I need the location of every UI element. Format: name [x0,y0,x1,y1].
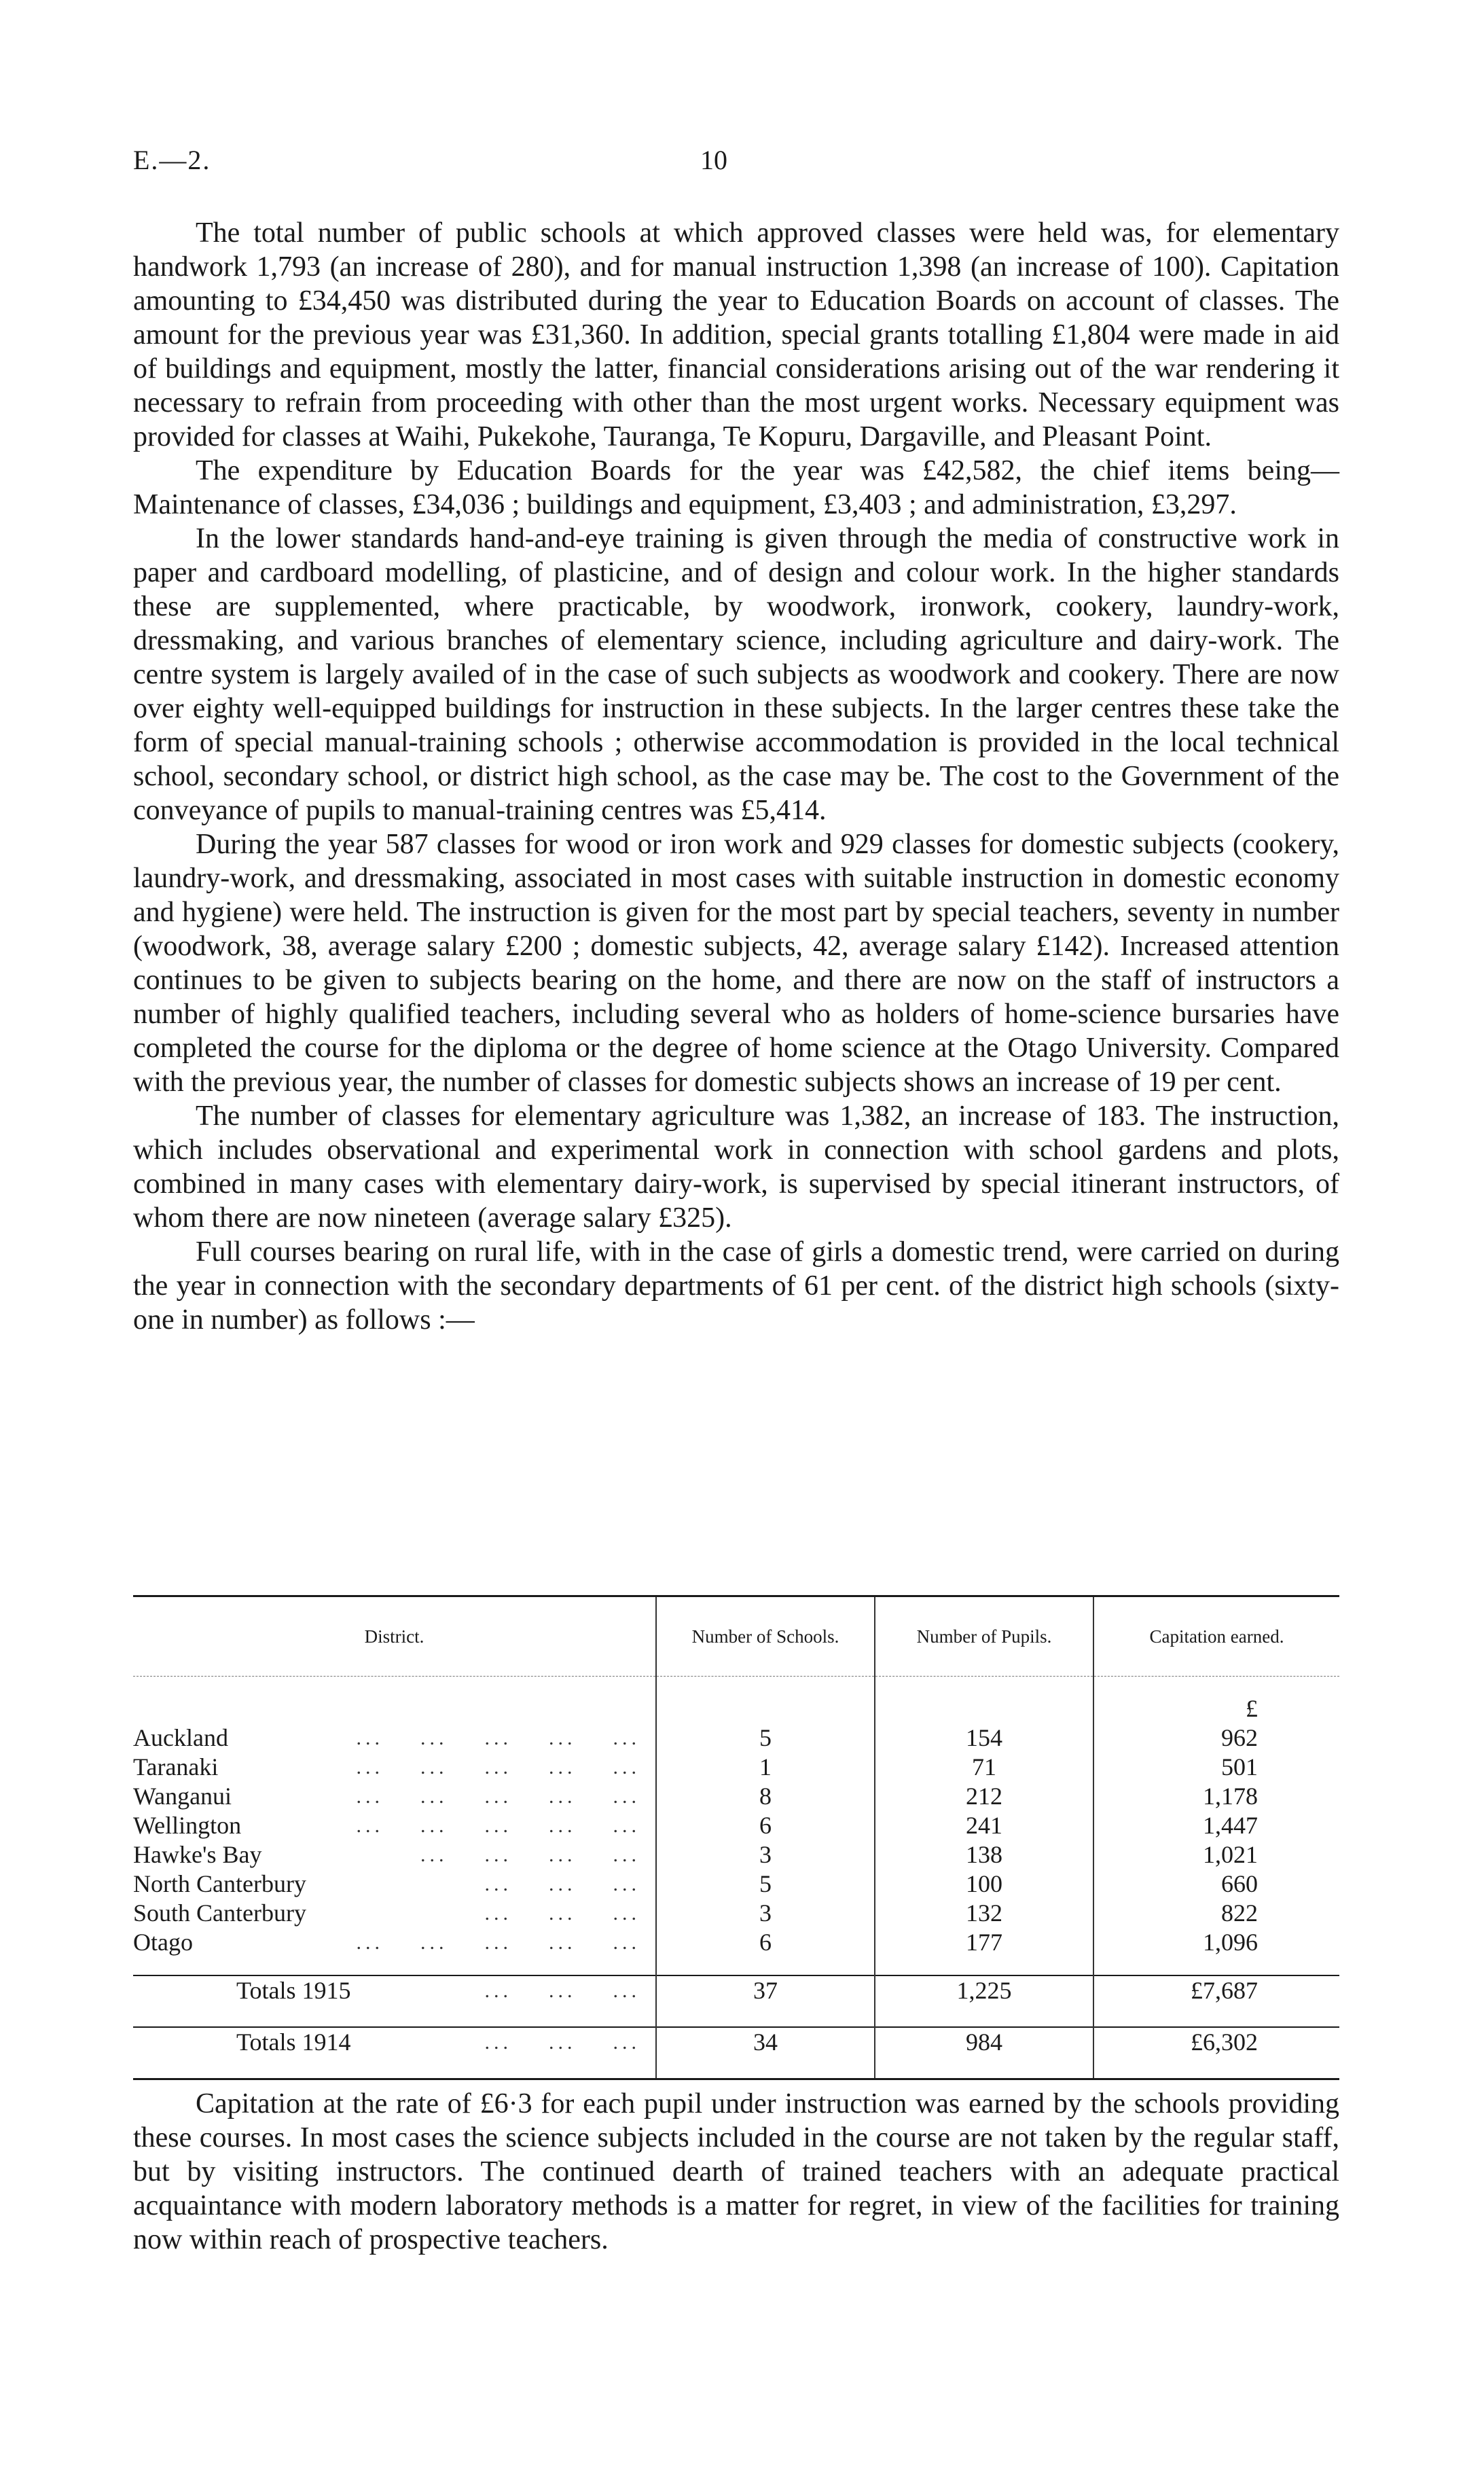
capitation-table [133,1595,1339,2080]
pupils-count: 177 [875,1928,1093,1975]
table-row: Auckland ... ... ... ... ... 5 154 962 [133,1723,1339,1753]
district-name: Wanganui [133,1783,232,1810]
pupils-count: 212 [875,1782,1093,1811]
total-pupils: 984 [875,2027,1093,2079]
schools-count: 8 [656,1782,875,1811]
district-name: Wellington [133,1812,242,1839]
capitation-amount: 822 [1093,1899,1339,1928]
total-capitation: £7,687 [1093,1975,1339,2027]
district-name: Taranaki [133,1753,219,1781]
paragraph: In the lower standards hand-and-eye training is given through the media of constructive work in paper and cardboard modelling, of plasticine, and of design and colour work. In the higher standards these are supplemented, where practicable, by woodwork, ironwork, cookery, laundry-work, dressmaking, and various branches of elementary science, including agriculture and dairy-work. The centre system is largely availed of in the case of such subjects as woodwork and cookery. There are now over eighty well-equipped buildings for instruction in these subjects. In the larger centres these take the form of special manual-training schools ; otherwise accommodation is provided in the local technical school, secondary school, or district high school, as the case may be. The cost to the Government of the conveyance of pupils to manual-training centres was £5,414. [133,523,1339,826]
schools-count: 3 [656,1899,875,1928]
page-number: 10 [700,145,727,175]
table-row: Wellington ... ... ... ... ... 6 241 1,447 [133,1811,1339,1840]
table-row: Hawke's Bay ... ... ... ... 3 138 1,021 [133,1840,1339,1869]
district-name: North Canterbury [133,1870,306,1897]
page-header [0,144,1484,185]
district-name: Hawke's Bay [133,1841,262,1868]
schools-count: 3 [656,1840,875,1869]
schools-count: 5 [656,1723,875,1753]
table-row: Taranaki ... ... ... ... ... 1 71 501 [133,1753,1339,1782]
paragraph: The number of classes for elementary agriculture was 1,382, an increase of 183. The instruction, which includes observational and experimental work in connection with school gardens and plots, combined in many cases with elementary dairy-work, is supervised by special itinerant instructors, of whom there are now nineteen (average salary £325). [133,1101,1339,1234]
schools-count: 1 [656,1753,875,1782]
table-row: South Canterbury ... ... ... 3 132 822 [133,1899,1339,1928]
header-capitation: Capitation earned. [1093,1596,1339,1677]
capitation-amount: 660 [1093,1869,1339,1899]
capitation-amount: 1,447 [1093,1811,1339,1840]
document-code: E.—2. [133,145,211,175]
table-row: Wanganui ... ... ... ... ... 8 212 1,178 [133,1782,1339,1811]
totals-row: Totals 1915 ... ... ... 37 1,225 £7,687 [133,1975,1339,2027]
paragraph: The expenditure by Education Boards for the year was £42,582, the chief items being—Maintenance of classes, £34,036 ; buildings and equipment, £3,403 ; and administration, £3,297. [133,455,1339,520]
total-capitation: £6,302 [1093,2027,1339,2079]
paragraph: The total number of public schools at which approved classes were held was, for elementary handwork 1,793 (an increase of 280), and for manual instruction 1,398 (an increase of 100). Capitation amounting to £34,450 was distributed during the year to Education Boards on account of classes. The amount for the previous year was £31,360. In addition, special grants totalling £1,804 were made in aid of buildings and equipment, mostly the latter, financial considerations arising out of the war rendering it necessary to refrain from proceeding with other than the most urgent works. Necessary equipment was provided for classes at Waihi, Pukekohe, Tauranga, Te Kopuru, Dargaville, and Pleasant Point. [133,217,1339,452]
schools-count: 6 [656,1811,875,1840]
schools-count: 6 [656,1928,875,1975]
capitation-amount: 501 [1093,1753,1339,1782]
header-schools: Number of Schools. [656,1596,875,1677]
header-pupils: Number of Pupils. [875,1596,1093,1677]
pupils-count: 132 [875,1899,1093,1928]
capitation-amount: 1,096 [1093,1928,1339,1975]
pupils-count: 71 [875,1753,1093,1782]
closing-text [133,2087,1339,2257]
capitation-amount: 962 [1093,1723,1339,1753]
currency-row [133,1677,1339,1724]
table-row: Otago ... ... ... ... ... 6 177 1,096 [133,1928,1339,1975]
total-pupils: 1,225 [875,1975,1093,2027]
capitation-amount: 1,021 [1093,1840,1339,1869]
pupils-count: 138 [875,1840,1093,1869]
district-name: Auckland [133,1724,228,1751]
capitation-amount: 1,178 [1093,1782,1339,1811]
total-schools: 34 [656,2027,875,2079]
pupils-count: 154 [875,1723,1093,1753]
table-row: North Canterbury ... ... ... 5 100 660 [133,1869,1339,1899]
pupils-count: 100 [875,1869,1093,1899]
district-name: South Canterbury [133,1899,306,1927]
totals-label: Totals 1914 [236,2028,351,2056]
paragraph: During the year 587 classes for wood or iron work and 929 classes for domestic subjects (cookery, laundry-work, and dressmaking, associated in most cases with suitable instruction in domestic economy and hygiene) were held. The instruction is given for the most part by special teachers, seventy in number (woodwork, 38, average salary £200 ; domestic subjects, 42, average salary £142). Increased attention continues to be given to subjects bearing on the home, and there are now on the staff of instructors a number of highly qualified teachers, including several who as holders of home-science bursaries have completed the course for the diploma or the degree of home science at the Otago University. Compared with the previous year, the number of classes for domestic subjects shows an increase of 19 per cent. [133,829,1339,1098]
table-header-row [133,1596,1339,1677]
schools-count: 5 [656,1869,875,1899]
header-district: District. [133,1596,656,1677]
body-text [133,216,1339,1337]
district-name: Otago [133,1929,193,1956]
paragraph: Full courses bearing on rural life, with in the case of girls a domestic trend, were carried on during the year in connection with the secondary departments of 61 per cent. of the district high schools (sixty-one in number) as follows :— [133,1236,1339,1336]
pupils-count: 241 [875,1811,1093,1840]
currency-symbol: £ [1093,1677,1339,1724]
paragraph: Capitation at the rate of £6·3 for each pupil under instruction was earned by the schools providing these courses. In most cases the science subjects included in the course are not taken by the regular staff, but by visiting instructors. The continued dearth of trained teachers with an adequate practical acquaintance with modern laboratory methods is a matter for regret, in view of the facilities for training now within reach of prospective teachers. [133,2088,1339,2255]
totals-label: Totals 1915 [236,1977,351,2004]
total-schools: 37 [656,1975,875,2027]
totals-row: Totals 1914 ... ... ... 34 984 £6,302 [133,2027,1339,2079]
